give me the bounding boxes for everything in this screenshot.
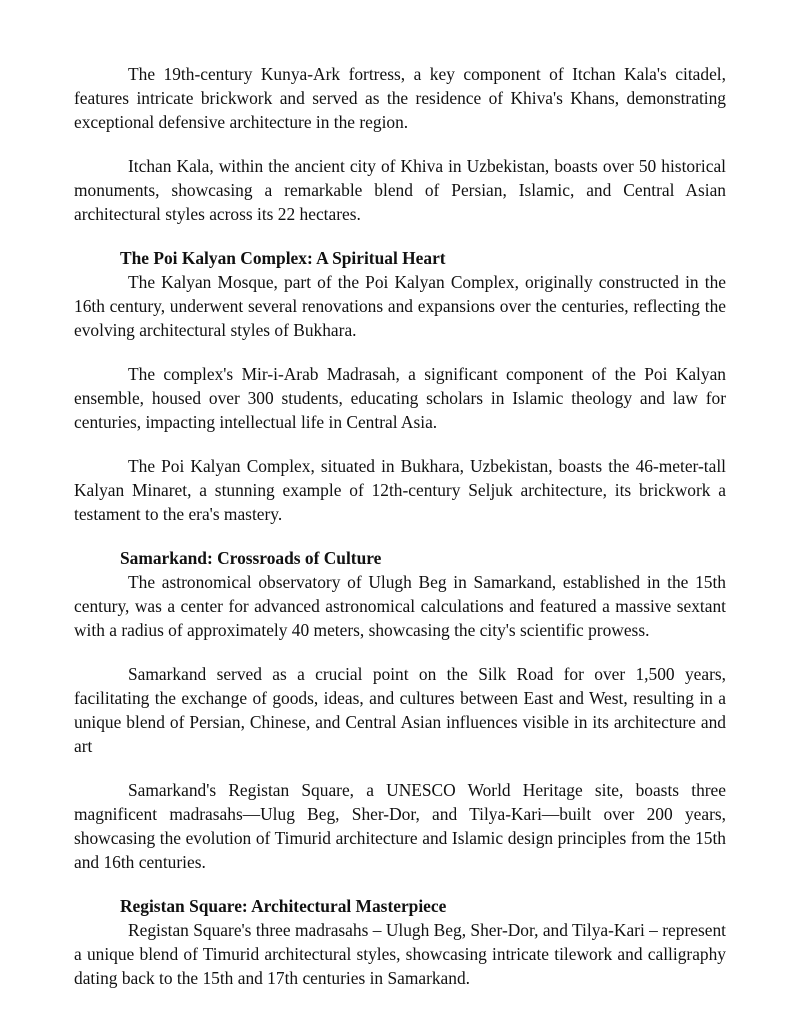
paragraph-mir-i-arab: The complex's Mir-i-Arab Madrasah, a significant component of the Poi Kalyan ensemble, housed over 300 students, educating scholars in Islamic theology and law for centuries, impacting intellectual life in Central Asia. [74,364,726,432]
paragraph-ulugh-beg-observatory: The astronomical observatory of Ulugh Beg in Samarkand, established in the 15th century, was a center for advanced astronomical calculations and featured a massive sextant with a radius of approximately 40 meters, showcasing the city's scientific prowess. [74,572,726,640]
section-heading-registan: Registan Square: Architectural Masterpiece [120,896,447,916]
paragraph-kalyan-minaret: The Poi Kalyan Complex, situated in Bukhara, Uzbekistan, boasts the 46-meter-tall Kalyan Minaret, a stunning example of 12th-century Seljuk architecture, its brickwork a testament to the era's mastery. [74,456,726,524]
paragraph-silk-road: Samarkand served as a crucial point on the Silk Road for over 1,500 years, facilitating the exchange of goods, ideas, and cultures between East and West, resulting in a unique blend of Persian, Chinese, and Central Asian influences visible in its architecture and art [74,664,726,756]
section-heading-samarkand: Samarkand: Crossroads of Culture [120,548,382,568]
paragraph-itchan-kala: Itchan Kala, within the ancient city of Khiva in Uzbekistan, boasts over 50 historical monuments, showcasing a remarkable blend of Persian, Islamic, and Central Asian architectural styles across its 22 hectares. [74,156,726,224]
paragraph-kunya-ark: The 19th-century Kunya-Ark fortress, a key component of Itchan Kala's citadel, features intricate brickwork and served as the residence of Khiva's Khans, demonstrating exceptional defensive architecture in the region. [74,64,726,132]
paragraph-kalyan-mosque: The Kalyan Mosque, part of the Poi Kalyan Complex, originally constructed in the 16th century, underwent several renovations and expansions over the centuries, reflecting the evolving architectural styles of Bukhara. [74,272,726,340]
paragraph-registan-madrasahs: Registan Square's three madrasahs – Ulugh Beg, Sher-Dor, and Tilya-Kari – represent a unique blend of Timurid architectural styles, showcasing intricate tilework and calligraphy dating back to the 15th and 17th centuries in Samarkand. [74,920,726,988]
section-heading-poi-kalyan: The Poi Kalyan Complex: A Spiritual Heart [120,248,446,268]
paragraph-registan-unesco: Samarkand's Registan Square, a UNESCO World Heritage site, boasts three magnificent madrasahs—Ulug Beg, Sher-Dor, and Tilya-Kari—built over 200 years, showcasing the evolution of Timurid architecture and Islamic design principles from the 15th and 16th centuries. [74,780,726,872]
